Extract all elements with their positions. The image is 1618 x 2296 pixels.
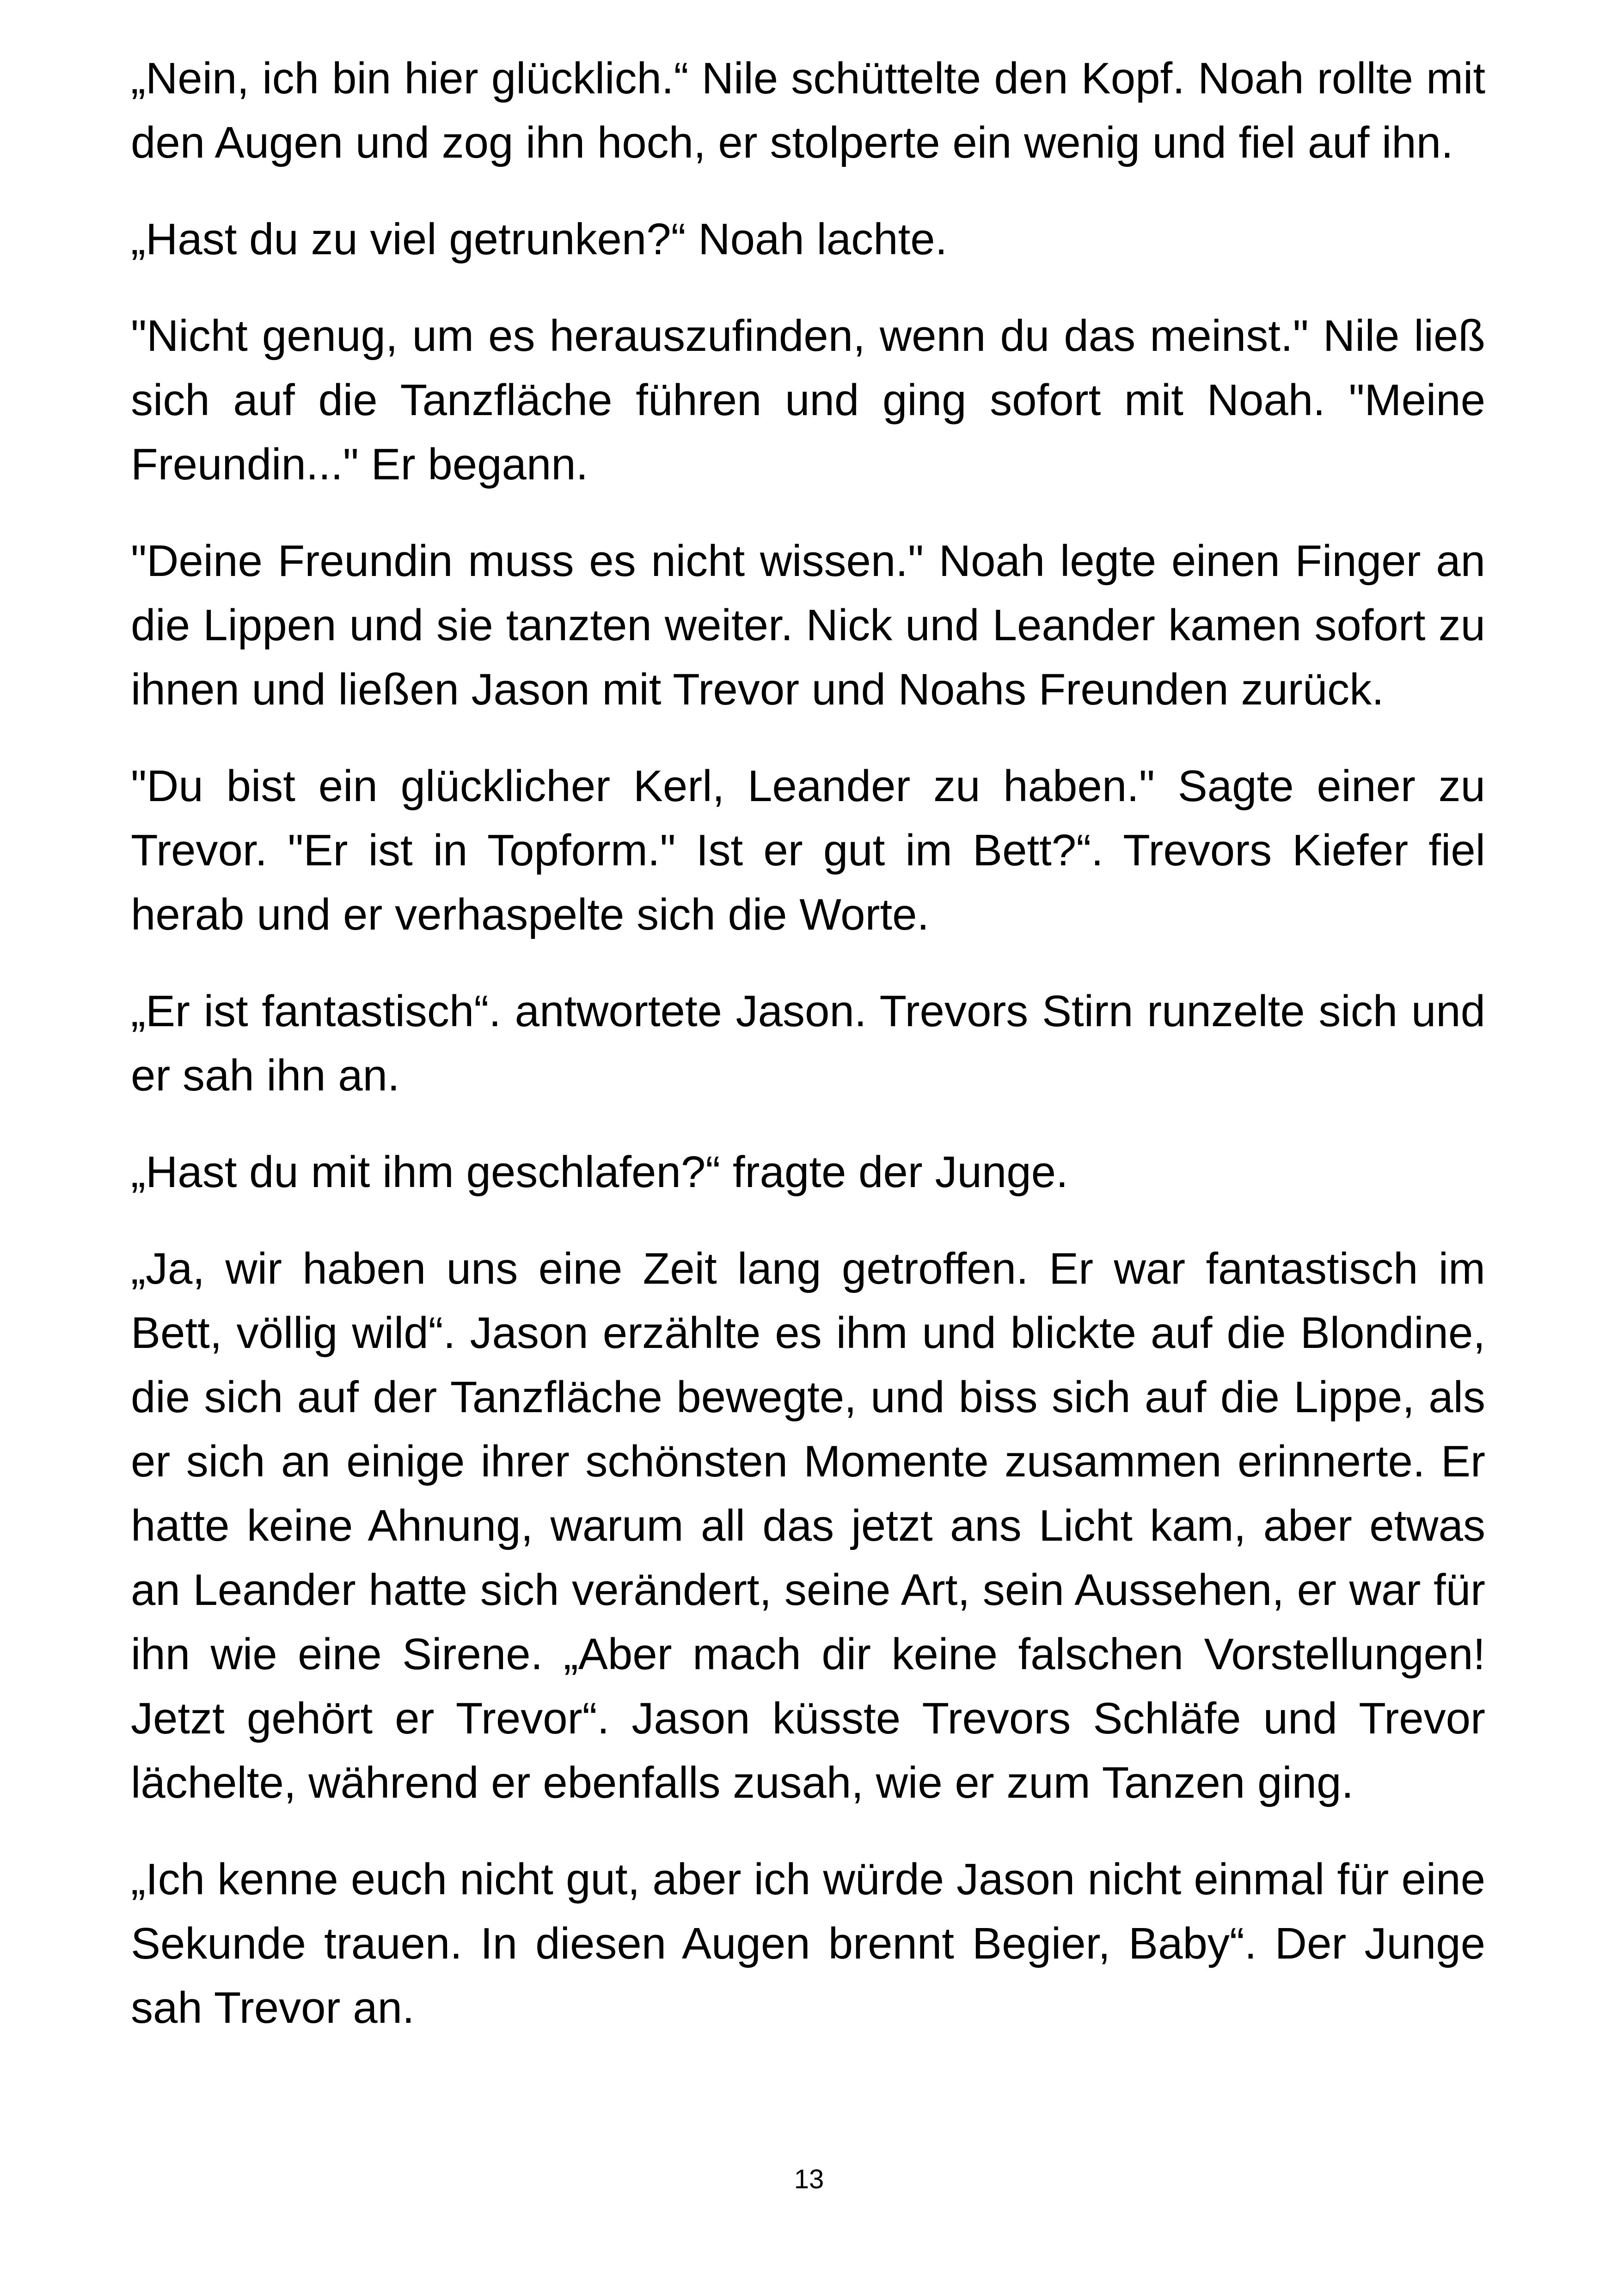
paragraph: „Hast du mit ihm geschlafen?“ fragte der Junge. bbox=[131, 1147, 1068, 1197]
paragraph: "Deine Freundin muss es nicht wissen." Noah legte einen Finger an die Lippen und sie tanzten weiter. Nick und Leander kamen sofort zu ihnen und ließen Jason mit Trevor und Noahs Freunden zurück. bbox=[131, 536, 1485, 714]
paragraph: "Nicht genug, um es herauszufinden, wenn du das meinst." Nile ließ sich auf die Tanzfläche führen und ging sofort mit Noah. "Meine Freundin..." Er begann. bbox=[131, 311, 1485, 489]
paragraph: "Du bist ein glücklicher Kerl, Leander zu haben." Sagte einer zu Trevor. "Er ist in Topform." Ist er gut im Bett?“. Trevors Kiefer fiel herab und er verhaspelte sich die Worte. bbox=[131, 761, 1485, 939]
paragraph: „Hast du zu viel getrunken?“ Noah lachte. bbox=[131, 214, 948, 264]
paragraph: „Ja, wir haben uns eine Zeit lang getroffen. Er war fantastisch im Bett, völlig wild“. Jason erzählte es ihm und blickte auf die Blondine, die sich auf der Tanzfläche bewegte, und biss sich auf die Lippe, als er sich an einige ihrer schönsten Momente zusammen erinnerte. Er hatte keine Ahnung, warum all das jetzt ans Licht kam, aber etwas an Leander hatte sich verändert, seine Art, sein Aussehen, er war für ihn wie eine Sirene. „Aber mach dir keine falschen Vorstellungen! Jetzt gehört er Trevor“. Jason küsste Trevors Schläfe und Trevor lächelte, während er ebenfalls zusah, wie er zum Tanzen ging. bbox=[131, 1244, 1485, 1807]
paragraph: „Nein, ich bin hier glücklich.“ Nile schüttelte den Kopf. Noah rollte mit den Augen und zog ihn hoch, er stolperte ein wenig und fiel auf ihn. bbox=[131, 54, 1485, 167]
paragraph: „Er ist fantastisch“. antwortete Jason. Trevors Stirn runzelte sich und er sah ihn an. bbox=[131, 986, 1485, 1100]
paragraph: „Ich kenne euch nicht gut, aber ich würde Jason nicht einmal für eine Sekunde trauen. In diesen Augen brennt Begier, Baby“. Der Junge sah Trevor an. bbox=[131, 1855, 1485, 2033]
page-body bbox=[131, 46, 1485, 2072]
page-number: 13 bbox=[794, 2164, 824, 2194]
